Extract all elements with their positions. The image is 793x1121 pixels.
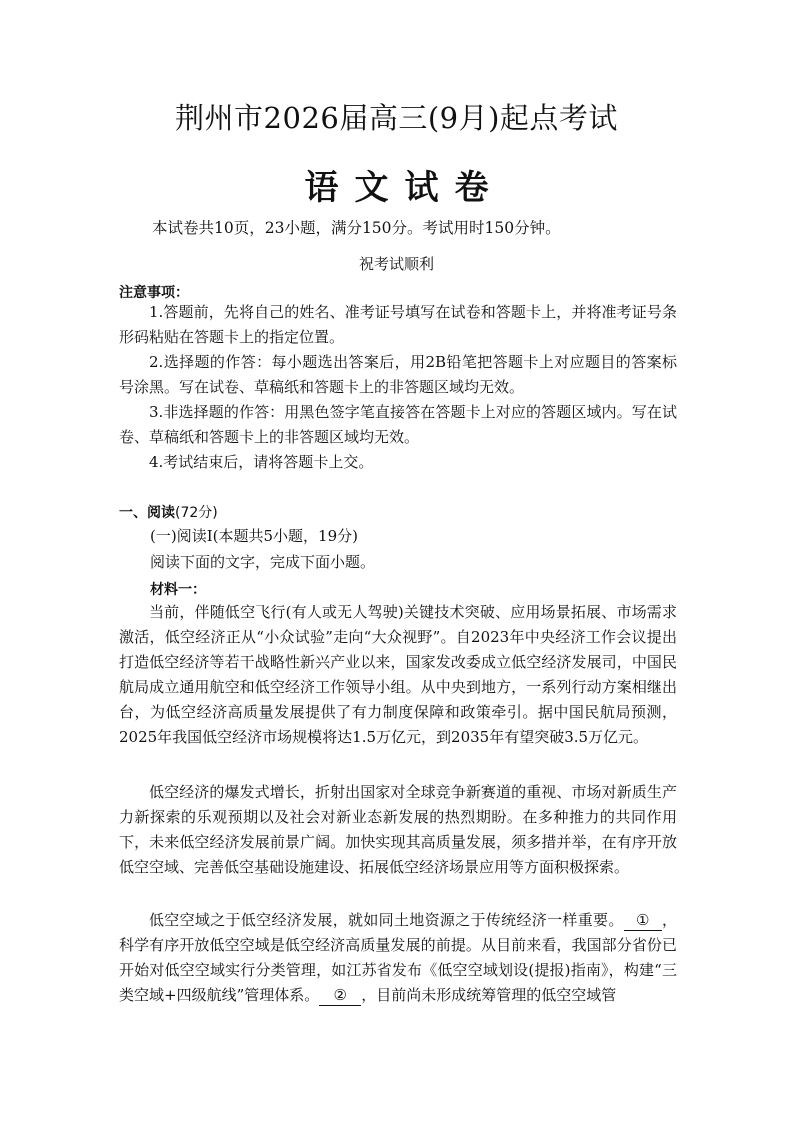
paragraph-3-part-a: 低空空域之于低空经济发展，就如同土地资源之于传统经济一样重要。 [149, 911, 624, 929]
note-item-2: 2.选择题的作答：每小题选出答案后，用2B铅笔把答题卡上对应题目的答案标号涂黑。写在试卷、草稿纸和答题卡上的非答题区域均无效。 [119, 353, 677, 396]
subsection-title: (一)阅读Ⅰ(本题共5小题，19分) [150, 527, 358, 545]
material-paragraph-3 [119, 908, 677, 1008]
material-paragraph-2: 低空经济的爆发式增长，折射出国家对全球竞争新赛道的重视、市场对新质生产力新探索的乐观预期以及社会对新业态新发展的热烈期盼。在多种推力的共同作用下，未来低空经济发展前景广阔。加快实现其高质量发展，须多措并举，在有序开放低空空域、完善低空基础设施建设、拓展低空经济场景应用等方面积极探索。 [119, 783, 677, 876]
blank-2: ② [319, 985, 361, 1006]
blessing-text: 祝考试顺利 [358, 255, 434, 273]
blank-1: ① [624, 910, 662, 931]
exam-title: 荆州市2026届高三(9月)起点考试 [175, 101, 618, 135]
notes-heading: 注意事项： [119, 285, 189, 301]
exam-info: 本试卷共10页，23小题，满分150分。考试用时150分钟。 [152, 219, 561, 237]
subject-title: 语文试卷 [304, 168, 505, 208]
paragraph-3-part-b: ，科学有序开放低空空域是低空经济高质量发展的前提。从目前来看，我国部分省份已开始对低空空域实行分类管理，如江苏省发布《低空空域划设(提报)指南》，构建“三类空域+四级航线”管理体系。 [119, 911, 677, 1004]
note-item-4: 4.考试结束后，请将答题卡上交。 [149, 453, 374, 471]
note-item-3: 3.非选择题的作答：用黑色签字笔直接答在答题卡上对应的答题区域内。写在试卷、草稿纸和答题卡上的非答题区域均无效。 [119, 403, 677, 446]
section-heading [119, 502, 218, 522]
section-heading-score: (72分) [175, 505, 218, 521]
paragraph-3-part-c: ，目前尚未形成统筹管理的低空空域管 [361, 986, 617, 1004]
material-paragraph-1: 当前，伴随低空飞行(有人或无人驾驶)关键技术突破、应用场景拓展、市场需求激活，低空经济正从“小众试验”走向“大众视野”。自2023年中央经济工作会议提出打造低空经济等若干战略性新兴产业以来，国家发改委成立低空经济发展司，中国民航局成立通用航空和低空经济工作领导小组。从中央到地方，一系列行动方案相继出台，为低空经济高质量发展提供了有力制度保障和政策牵引。据中国民航局预测，2025年我国低空经济市场规模将达1.5万亿元，到2035年有望突破3.5万亿元。 [119, 603, 677, 746]
note-item-1: 1.答题前，先将自己的姓名、准考证号填写在试卷和答题卡上，并将准考证号条形码粘贴在答题卡上的指定位置。 [119, 303, 677, 346]
material-label: 材料一： [150, 582, 206, 598]
section-heading-label: 一、阅读 [119, 505, 175, 521]
reading-instruction: 阅读下面的文字，完成下面小题。 [150, 553, 376, 571]
